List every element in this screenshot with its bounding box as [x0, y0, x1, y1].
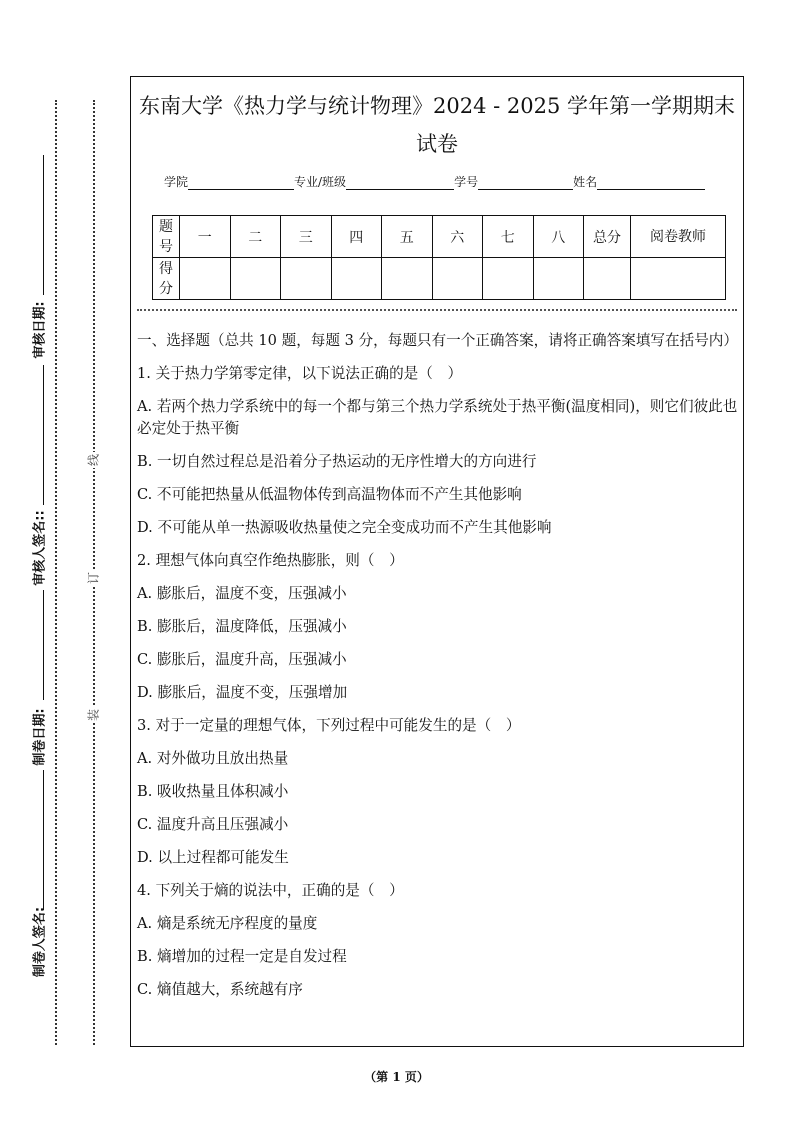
question-stem: 4. 下列关于熵的说法中，正确的是（ ） — [137, 882, 404, 899]
score-table-header-row — [153, 216, 726, 258]
answer-option: D. 膨胀后，温度不变，压强增加 — [137, 684, 348, 701]
score-cell[interactable] — [432, 258, 483, 300]
answer-option: C. 温度升高且压强减小 — [137, 816, 289, 833]
score-cell[interactable] — [281, 258, 332, 300]
header-separator — [137, 309, 737, 311]
score-table-score-row — [153, 258, 726, 300]
answer-option: D. 以上过程都可能发生 — [137, 849, 289, 866]
score-cell[interactable] — [180, 258, 231, 300]
answer-option: C. 熵值越大，系统越有序 — [137, 981, 303, 998]
binding-mark-xian: 线 — [86, 453, 101, 467]
col-total: 总分 — [584, 216, 631, 258]
score-table — [152, 215, 726, 300]
score-cell[interactable] — [382, 258, 433, 300]
answer-option: C. 不可能把热量从低温物体传到高温物体而不产生其他影响 — [137, 486, 522, 503]
col-1: 一 — [180, 216, 231, 258]
answer-option: A. 对外做功且放出热量 — [137, 750, 289, 767]
answer-option: C. 膨胀后，温度升高，压强减小 — [137, 651, 347, 668]
section-heading: 一、选择题（总共 10 题，每题 3 分，每题只有一个正确答案，请将正确答案填写在括号内） — [137, 332, 738, 349]
col-5: 五 — [382, 216, 433, 258]
col-6: 六 — [432, 216, 483, 258]
answer-option: A. 若两个热力学系统中的每一个都与第三个热力学系统处于热平衡(温度相同)，则它们彼此也必定处于热平衡 — [137, 398, 738, 437]
question-stem: 2. 理想气体向真空作绝热膨胀，则（ ） — [137, 552, 404, 569]
answer-option: A. 熵是系统无序程度的量度 — [137, 915, 318, 932]
score-cell[interactable] — [533, 258, 584, 300]
score-cell[interactable] — [584, 258, 631, 300]
exam-page-frame — [130, 76, 744, 1047]
score-cell[interactable] — [631, 258, 726, 300]
page-number: （第 1 页） — [364, 1070, 429, 1084]
col-2: 二 — [230, 216, 281, 258]
questions-body — [137, 330, 741, 1012]
college-label: 学院 — [164, 175, 189, 189]
col-8: 八 — [533, 216, 584, 258]
name-label: 姓名 — [573, 175, 598, 189]
binding-mark-zhuang: 装 — [86, 708, 101, 722]
question-stem: 3. 对于一定量的理想气体，下列过程中可能发生的是（ ） — [137, 717, 521, 734]
paper-date-line — [43, 590, 44, 700]
review-date-line — [43, 155, 44, 295]
col-4: 四 — [331, 216, 382, 258]
college-field[interactable] — [188, 177, 294, 190]
reviewer-signature-label: 审核人签名:: — [32, 510, 48, 586]
exam-title: 东南大学《热力学与统计物理》2024 - 2025 学年第一学期期末试卷 — [138, 94, 735, 156]
paper-date-label: 制卷日期: — [32, 708, 48, 766]
score-cell[interactable] — [230, 258, 281, 300]
binding-mark-ding: 订 — [86, 571, 101, 585]
question-stem: 1. 关于热力学第零定律，以下说法正确的是（ ） — [137, 365, 463, 382]
answer-option: A. 膨胀后，温度不变，压强减小 — [137, 585, 347, 602]
score-label: 得分 — [153, 258, 180, 300]
col-7: 七 — [483, 216, 534, 258]
signature-dotted-line — [55, 100, 57, 1045]
answer-option: B. 吸收热量且体积减小 — [137, 783, 289, 800]
paper-maker-signature-line — [43, 770, 44, 910]
student-id-label: 学号 — [454, 175, 479, 189]
answer-option: D. 不可能从单一热源吸收热量使之完全变成功而不产生其他影响 — [137, 519, 552, 536]
student-id-field[interactable] — [478, 177, 573, 190]
reviewer-signature-line — [43, 365, 44, 505]
score-cell[interactable] — [483, 258, 534, 300]
major-class-label: 专业/班级 — [294, 175, 347, 189]
review-date-label: 审核日期: — [32, 301, 48, 359]
name-field[interactable] — [597, 177, 705, 190]
student-info-row — [164, 173, 705, 190]
col-grader: 阅卷教师 — [631, 216, 726, 258]
paper-maker-signature-label: 制卷人签名: — [32, 906, 48, 978]
answer-option: B. 一切自然过程总是沿着分子热运动的无序性增大的方向进行 — [137, 453, 537, 470]
question-number-label: 题号 — [153, 216, 180, 258]
major-class-field[interactable] — [346, 177, 454, 190]
score-cell[interactable] — [331, 258, 382, 300]
answer-option: B. 熵增加的过程一定是自发过程 — [137, 948, 347, 965]
col-3: 三 — [281, 216, 332, 258]
answer-option: B. 膨胀后，温度降低，压强减小 — [137, 618, 347, 635]
